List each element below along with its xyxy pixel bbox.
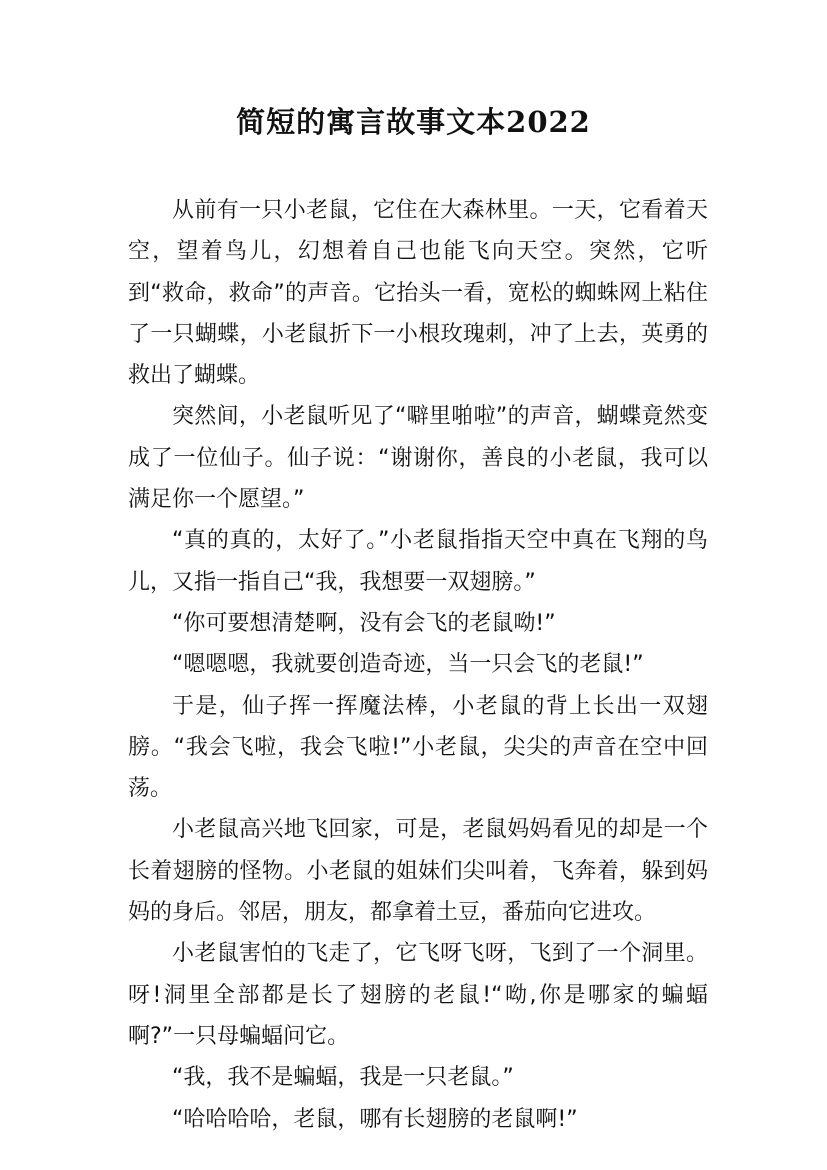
paragraph-8: 小老鼠害怕的飞走了，它飞呀飞呀，飞到了一个洞里。呀!洞里全部都是长了翅膀的老鼠!“呦,你是哪家的蝙蝠啊?”一只母蝙蝠问它。 [128,941,708,1049]
paragraph-5: “嗯嗯嗯，我就要创造奇迹，当一只会飞的老鼠!” [172,652,644,678]
paragraph-7: 小老鼠高兴地飞回家，可是，老鼠妈妈看见的却是一个长着翅膀的怪物。小老鼠的姐妹们尖叫着，飞奔着，躲到妈妈的身后。邻居，朋友，都拿着土豆，番茄向它进攻。 [128,817,708,926]
paragraph-4: “你可要想清楚啊，没有会飞的老鼠呦!” [172,610,556,636]
paragraph-1: 从前有一只小老鼠，它住在大森林里。一天，它看着天空，望着鸟儿，幻想着自己也能飞向天空。突然，它听到“救命，救命”的声音。它抬头一看，宽松的蜘蛛网上粘住了一只蝴蝶，小老鼠折下一小根玫瑰刺，冲了上去，英勇的救出了蝴蝶。 [128,198,708,389]
paragraph-10: “哈哈哈哈，老鼠，哪有长翅膀的老鼠啊!” [172,1106,578,1132]
paragraph-2: 突然间，小老鼠听见了“噼里啪啦”的声音，蝴蝶竟然变成了一位仙子。仙子说：“谢谢你，善良的小老鼠，我可以满足你一个愿望。” [128,404,708,513]
document-body [128,190,708,1140]
paragraph-3: “真的真的，太好了。”小老鼠指指天空中真在飞翔的鸟儿，又指一指自己“我，我想要一双翅膀。” [128,528,708,595]
paragraph-6: 于是，仙子挥一挥魔法棒，小老鼠的背上长出一双翅膀。“我会飞啦，我会飞啦!”小老鼠，尖尖的声音在空中回荡。 [128,693,708,802]
document-title: 简短的寓言故事文本2022 [236,105,591,139]
paragraph-9: “我，我不是蝙蝠，我是一只老鼠。” [172,1065,514,1091]
